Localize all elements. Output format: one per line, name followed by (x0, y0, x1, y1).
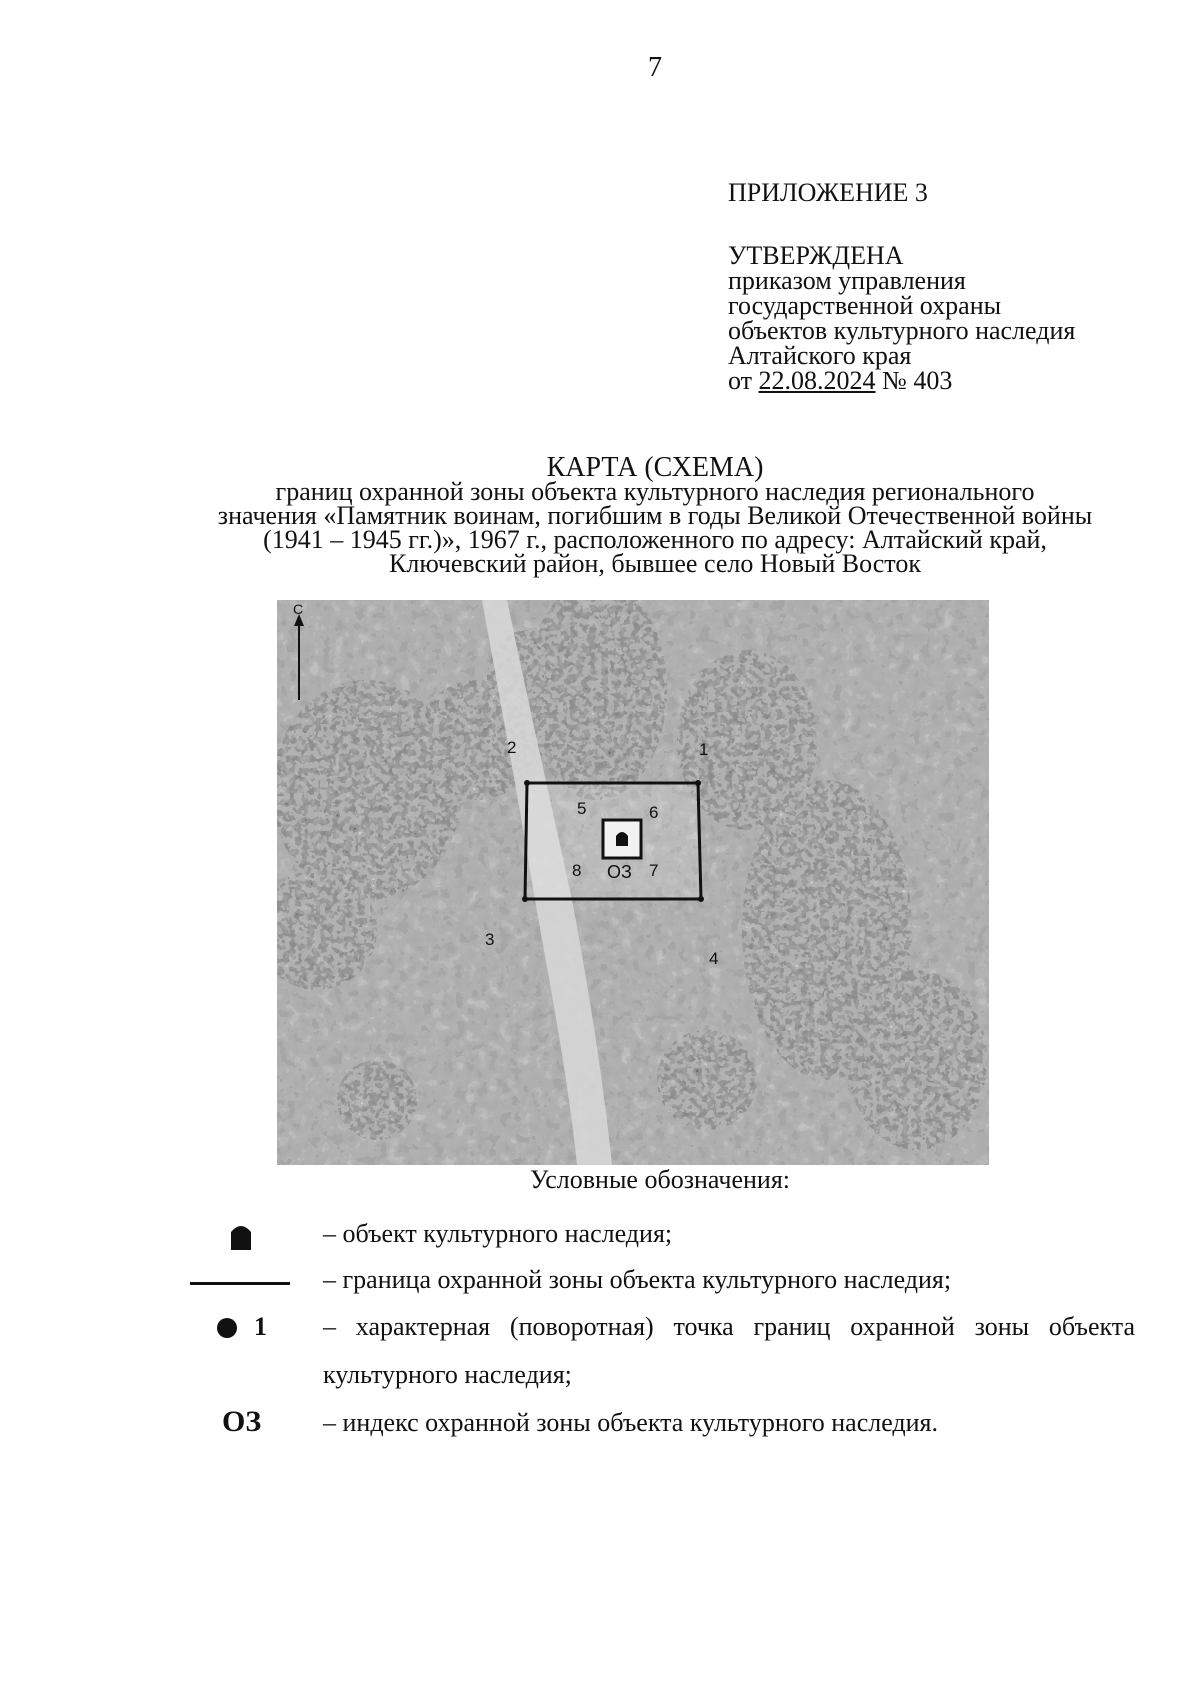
turning-point-3 (522, 896, 528, 902)
appendix-label: ПРИЛОЖЕНИЕ 3 (728, 178, 928, 207)
point-label-4: 4 (709, 949, 719, 968)
map-title: КАРТА (СХЕМА) (546, 452, 764, 483)
point-label-1: 1 (699, 740, 709, 759)
monument-icon (616, 832, 628, 846)
point-label-2: 2 (507, 738, 517, 757)
point-label-7: 7 (649, 861, 659, 880)
point-label-8: 8 (572, 861, 582, 880)
north-label: С (293, 601, 304, 617)
turning-point-symbol-label: 1 (254, 1312, 267, 1341)
legend-text-zone-index: – индекс охранной зоны объекта культурного наследия. (323, 1408, 939, 1437)
turning-point-icon (216, 1317, 238, 1339)
zone-index-symbol: ОЗ (222, 1405, 262, 1438)
approval-block (728, 180, 1075, 393)
legend-heading: Условные обозначения: (529, 1165, 791, 1194)
title-line-4: Ключевский район, бывшее село Новый Восток (389, 549, 921, 578)
map-svg (277, 600, 989, 1165)
turning-point-1 (695, 780, 701, 786)
legend-text-monument: – объект культурного наследия; (323, 1219, 673, 1248)
point-label-6: 6 (649, 803, 659, 822)
zone-index-label: ОЗ (607, 862, 632, 882)
legend-text-turning-point-2: культурного наследия; (323, 1360, 572, 1389)
approval-line-4: Алтайского края (728, 341, 912, 370)
legend-text-turning-point-1: – характерная (поворотная) точка границ охранной зоны объекта (323, 1312, 1135, 1341)
map-title-block (150, 452, 1160, 578)
point-label-3: 3 (485, 930, 495, 949)
approval-line-2: государственной охраны (728, 291, 1002, 320)
satellite-map (277, 600, 989, 1165)
turning-point-4 (698, 896, 704, 902)
page-number: 7 (648, 52, 662, 83)
approval-line-3: объектов культурного наследия (728, 316, 1076, 345)
approval-date-line (728, 368, 1075, 393)
point-label-5: 5 (577, 799, 587, 818)
approval-date: 22.08.2024 (758, 366, 876, 395)
boundary-line-icon (190, 1282, 290, 1285)
approval-number: 403 (913, 366, 953, 395)
approved-label: УТВЕРЖДЕНА (728, 241, 904, 270)
title-line-3: (1941 – 1945 гг.)», 1967 г., расположенного по адресу: Алтайский край, (263, 525, 1047, 554)
title-line-1: границ охранной зоны объекта культурного наследия регионального (275, 477, 1035, 506)
turning-point-2 (524, 780, 530, 786)
date-prefix: от (728, 366, 753, 395)
legend-text-boundary: – граница охранной зоны объекта культурного наследия; (323, 1265, 952, 1294)
monument-icon (228, 1222, 254, 1252)
title-line-2: значения «Памятник воинам, погибшим в годы Великой Отечественной войны (217, 501, 1093, 530)
approval-line-1: приказом управления (728, 266, 966, 295)
number-prefix: № (882, 366, 907, 395)
